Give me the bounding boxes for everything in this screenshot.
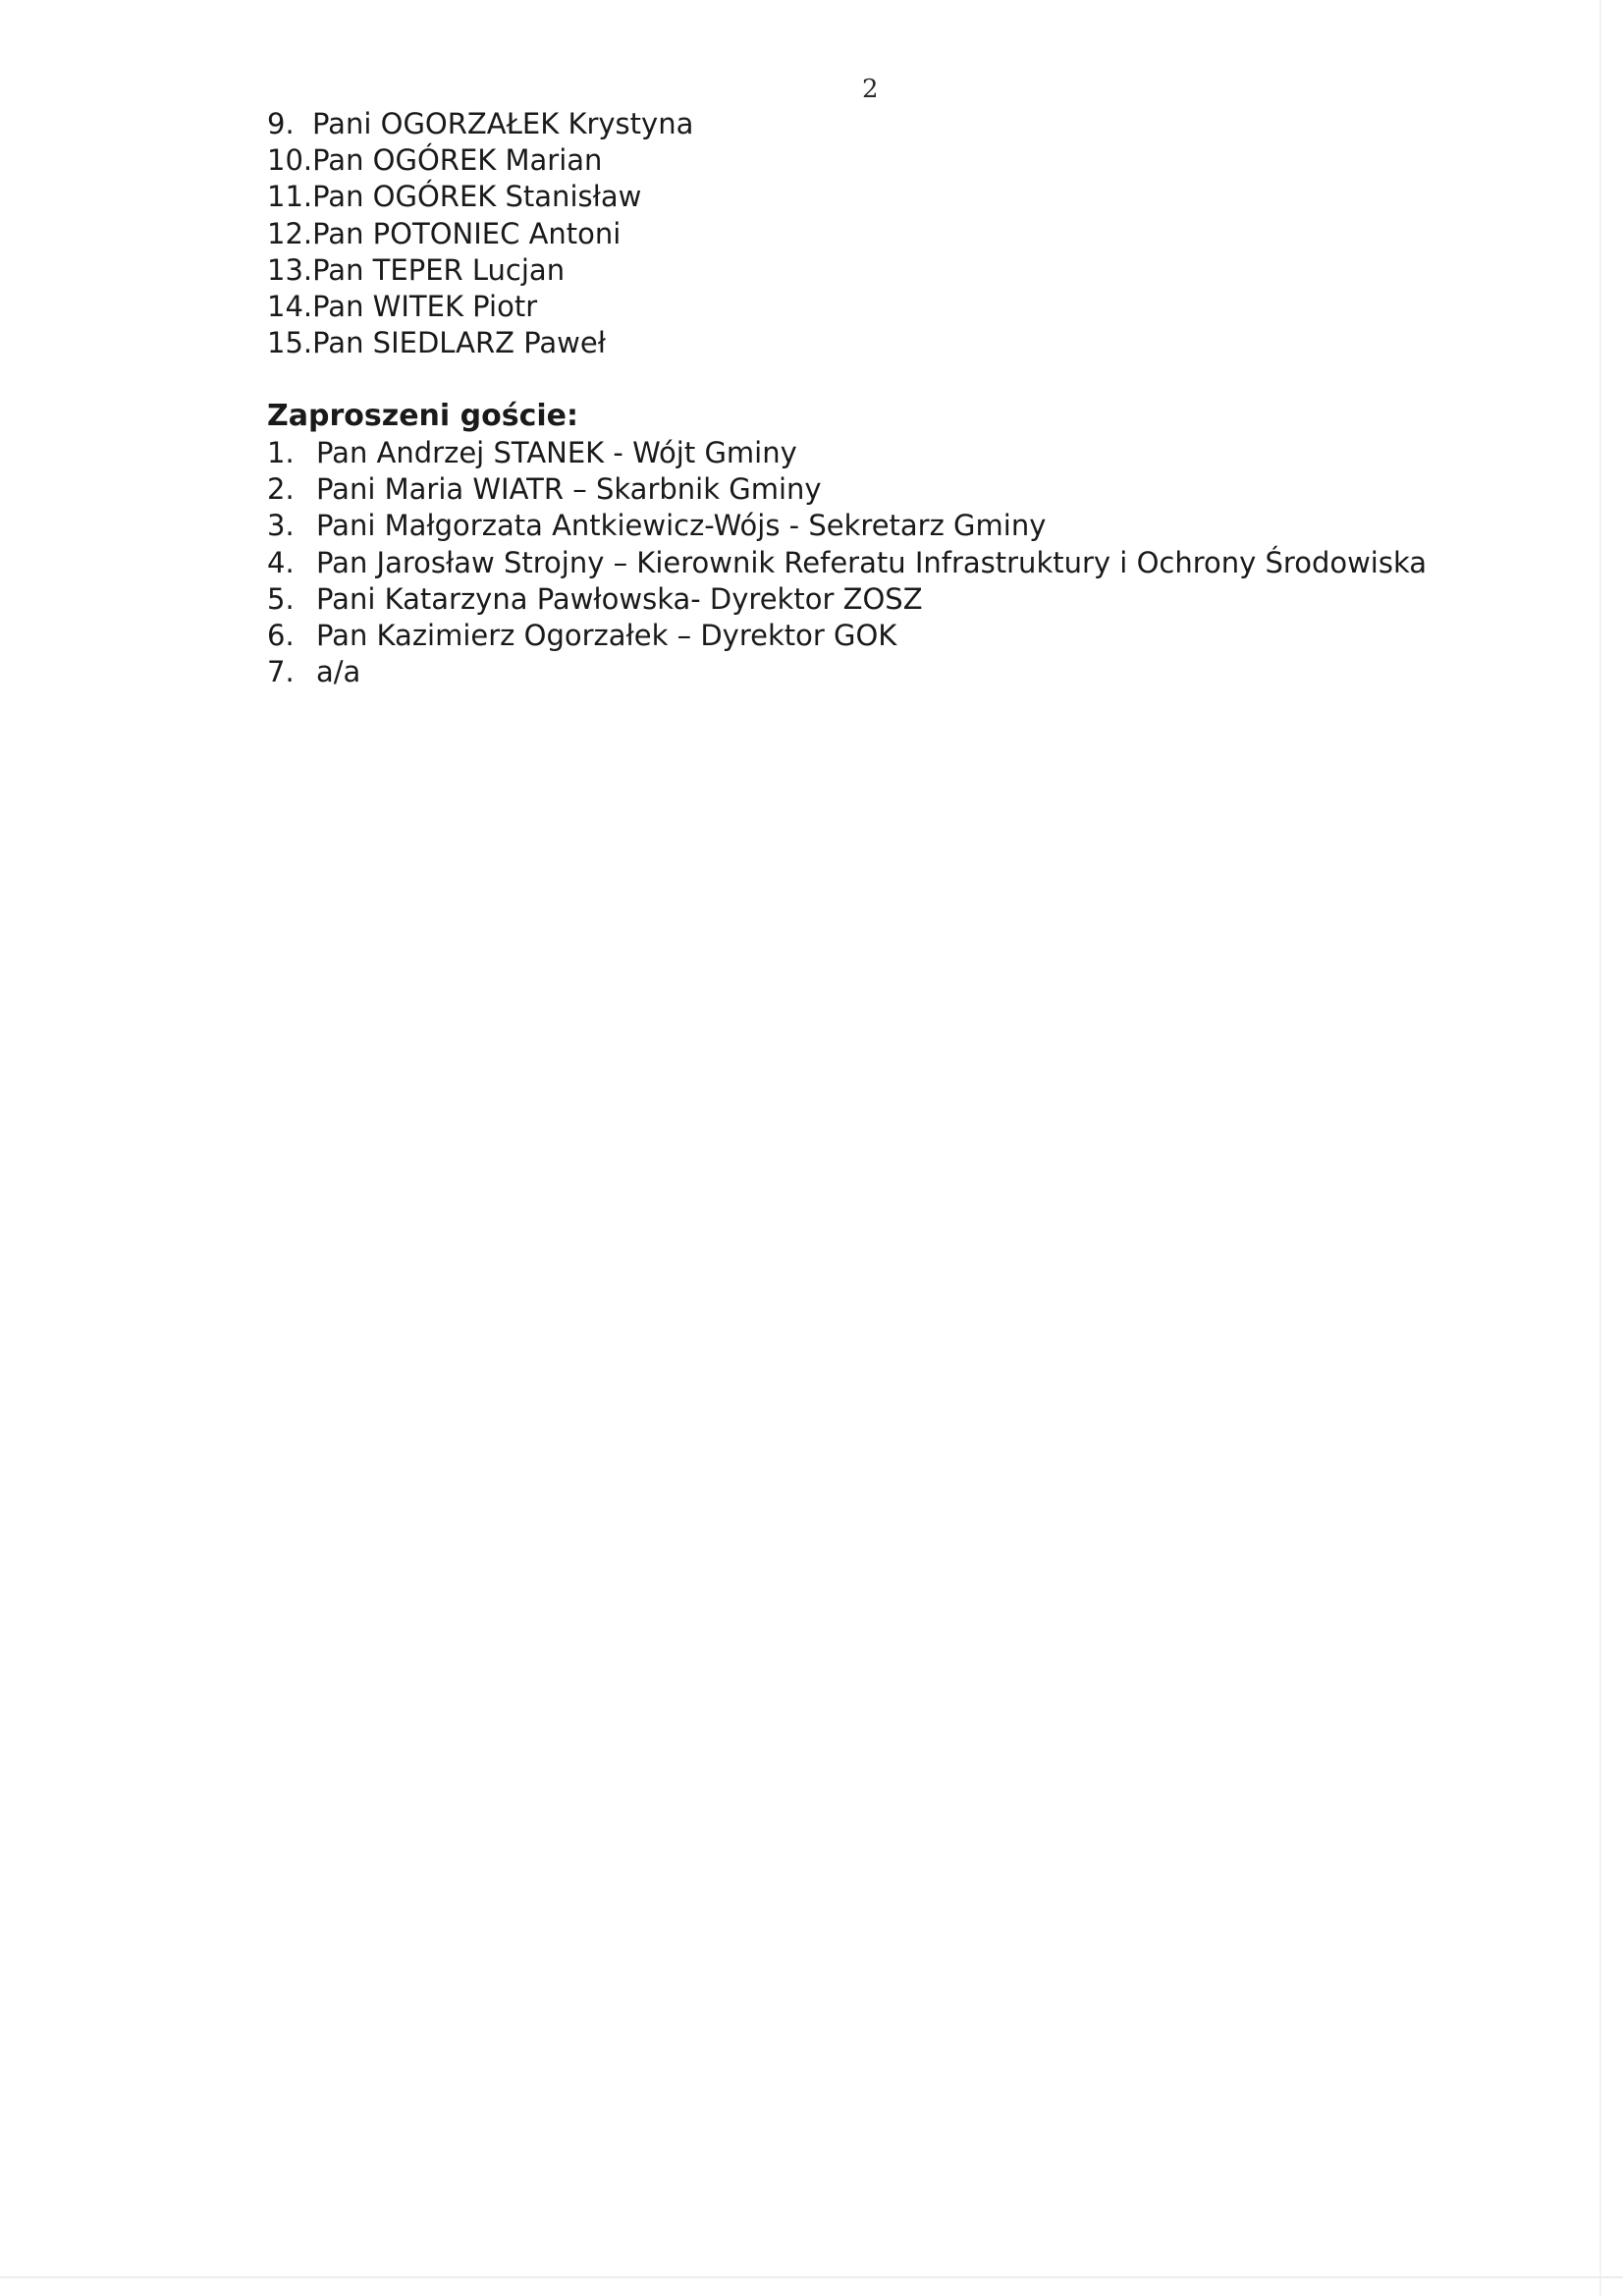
item-number: 3. [267, 509, 295, 543]
list-item [267, 289, 693, 325]
item-number: 10. [267, 143, 313, 178]
item-text: Pan WITEK Piotr [312, 289, 538, 323]
item-text: Pan Jarosław Strojny – Kierownik Referatu Infrastruktury i Ochrony Środowiska [316, 545, 1428, 579]
list-item [267, 581, 1427, 618]
item-number: 13. [267, 252, 313, 287]
scan-bottom-line [0, 2276, 1623, 2278]
item-number: 12. [267, 216, 313, 250]
guests-section [267, 398, 1427, 690]
list-item [267, 106, 693, 142]
list-item [267, 216, 693, 252]
list-item [267, 252, 693, 289]
item-text: Pani OGORZAŁEK Krystyna [312, 107, 694, 140]
list-item [267, 179, 693, 215]
item-text: Pani Katarzyna Pawłowska- Dyrektor ZOSZ [316, 581, 923, 616]
guests-heading: Zaproszeni goście: [267, 399, 578, 433]
item-number: 1. [267, 436, 295, 469]
item-number: 15. [267, 326, 313, 360]
item-text: a/a [316, 655, 361, 689]
item-text: Pan TEPER Lucjan [312, 252, 566, 287]
members-list [267, 106, 693, 361]
item-number: 2. [267, 472, 295, 507]
list-item [267, 142, 693, 179]
scan-edge-line [1599, 0, 1601, 2296]
list-item [267, 435, 1427, 471]
item-text: Pan OGÓREK Marian [312, 143, 603, 178]
item-number: 14. [267, 289, 313, 323]
list-item [267, 508, 1427, 544]
list-item [267, 654, 1427, 690]
item-text: Pan Kazimierz Ogorzałek – Dyrektor GOK [316, 618, 897, 652]
item-text: Pan OGÓREK Stanisław [312, 180, 642, 214]
list-item [267, 618, 1427, 654]
item-text: Pan POTONIEC Antoni [312, 216, 622, 250]
item-text: Pani Małgorzata Antkiewicz-Wójs - Sekretarz Gminy [316, 509, 1047, 543]
item-text: Pani Maria WIATR – Skarbnik Gminy [316, 472, 822, 507]
item-number: 11. [267, 180, 313, 214]
page-number: 2 [862, 75, 879, 104]
item-number: 7. [267, 655, 295, 689]
item-number: 9. [267, 107, 295, 140]
list-item [267, 325, 693, 361]
item-text: Pan Andrzej STANEK - Wójt Gminy [316, 436, 797, 469]
item-text: Pan SIEDLARZ Paweł [312, 326, 606, 360]
item-number: 4. [267, 545, 295, 579]
list-item [267, 471, 1427, 508]
list-item [267, 545, 1427, 581]
item-number: 5. [267, 581, 295, 616]
guests-list [267, 435, 1427, 690]
item-number: 6. [267, 618, 295, 652]
